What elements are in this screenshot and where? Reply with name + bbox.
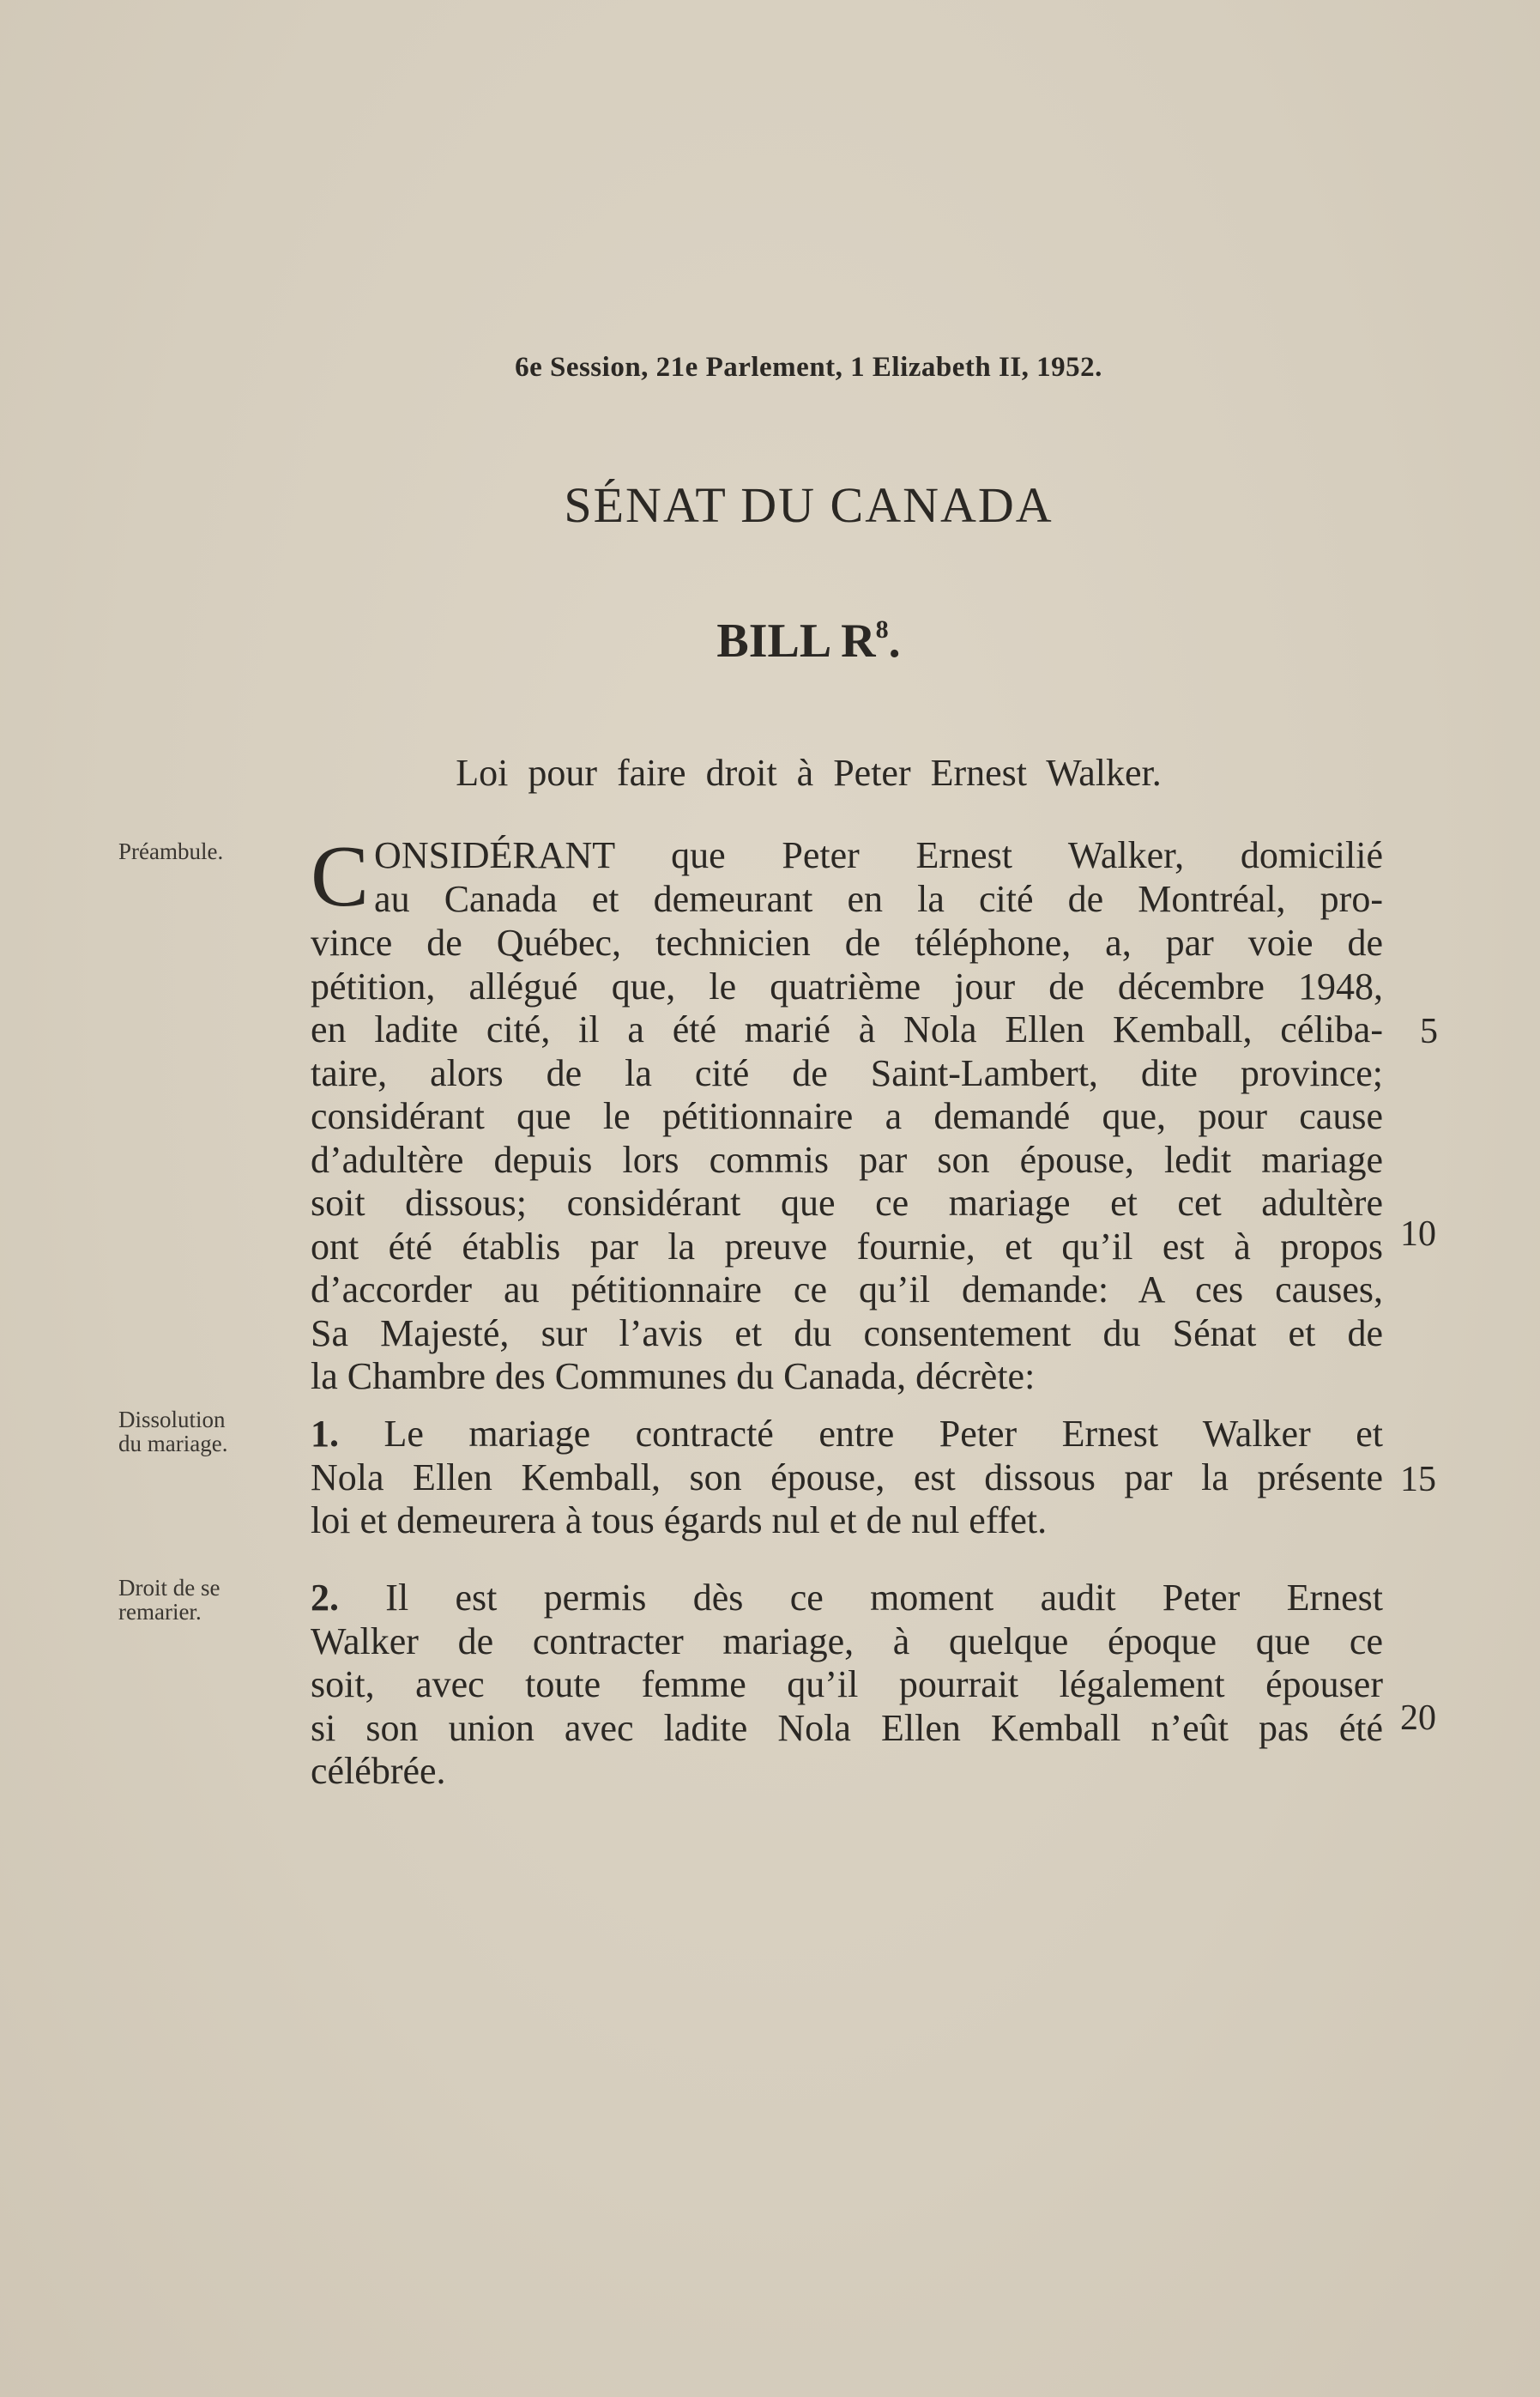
preamble-line: pétition, allégué que, le quatrième jour de décembre 1948, xyxy=(311,965,1383,1008)
preamble-line: en ladite cité, il a été marié à Nola Ellen Kemball, céliba- xyxy=(311,1008,1383,1050)
bill-superscript: 8 xyxy=(875,615,889,644)
margin-note-remarry-line2: remarier. xyxy=(118,1599,202,1625)
preamble-line: taire, alors de la cité de Saint-Lambert, dite province; xyxy=(311,1051,1383,1094)
preamble-paragraph xyxy=(311,828,1383,1399)
preamble-line: Sa Majesté, sur l’avis et du consentement du Sénat et de xyxy=(311,1311,1383,1354)
line-number: 15 xyxy=(1400,1460,1436,1499)
preamble-line: soit dissous; considérant que ce mariage et cet adultère xyxy=(311,1182,1383,1224)
chamber-title: SÉNAT DU CANADA xyxy=(564,477,1054,533)
section-2-number: 2. xyxy=(311,1577,339,1619)
section-1-line: loi et demeurera à tous égards nul et de nul effet. xyxy=(311,1499,1048,1541)
section-1-number: 1. xyxy=(311,1413,339,1455)
preamble-line: d’accorder au pétitionnaire ce qu’il demande: A ces causes, xyxy=(311,1268,1383,1310)
section-1 xyxy=(311,1413,1383,1543)
line-number: 5 xyxy=(1420,1012,1438,1051)
preamble-line: la Chambre des Communes du Canada, décrète: xyxy=(311,1355,1036,1397)
margin-note-dissolution xyxy=(118,1407,281,1456)
preamble-dropcap: C xyxy=(311,828,370,925)
section-1-line-text: Le mariage contracté entre Peter Ernest Walker et xyxy=(339,1413,1383,1455)
bill-number xyxy=(0,614,1540,669)
section-2 xyxy=(311,1577,1383,1794)
margin-note-remarry-line1: Droit de se xyxy=(118,1575,220,1601)
line-number: 10 xyxy=(1400,1214,1436,1254)
margin-note-dissolution-line1: Dissolution xyxy=(118,1407,226,1432)
section-2-line xyxy=(311,1577,1383,1620)
section-1-line: Nola Ellen Kemball, son épouse, est dissous par la présente xyxy=(311,1456,1383,1498)
preamble-line: au Canada et demeurant en la cité de Montréal, pro- xyxy=(374,877,1383,920)
line-number: 20 xyxy=(1400,1698,1436,1738)
section-2-line: soit, avec toute femme qu’il pourrait légalement épouser xyxy=(311,1663,1383,1705)
margin-note-preamble: Préambule. xyxy=(118,838,224,864)
preamble-line: ONSIDÉRANT que Peter Ernest Walker, domicilié xyxy=(374,834,1383,876)
preamble-line: vince de Québec, technicien de téléphone, a, par voie de xyxy=(311,922,1383,964)
section-2-line-text: Il est permis dès ce moment audit Peter Ernest xyxy=(339,1577,1383,1619)
section-2-line: si son union avec ladite Nola Ellen Kemball n’eût pas été xyxy=(311,1706,1383,1749)
section-2-line: célébrée. xyxy=(311,1750,446,1792)
session-heading: 6e Session, 21e Parlement, 1 Elizabeth II, 1952. xyxy=(515,352,1102,383)
bill-period: . xyxy=(888,614,901,668)
margin-note-dissolution-line2: du mariage. xyxy=(118,1431,228,1456)
margin-note-remarry xyxy=(118,1576,281,1624)
bill-subtitle: Loi pour faire droit à Peter Ernest Walker. xyxy=(456,752,1162,794)
section-1-line xyxy=(311,1413,1383,1456)
preamble-line: considérant que le pétitionnaire a demandé que, pour cause xyxy=(311,1095,1383,1137)
section-2-line: Walker de contracter mariage, à quelque époque que ce xyxy=(311,1619,1383,1662)
preamble-line: ont été établis par la preuve fournie, et qu’il est à propos xyxy=(311,1225,1383,1268)
bill-label: BILL R xyxy=(716,614,876,668)
preamble-line: d’adultère depuis lors commis par son épouse, ledit mariage xyxy=(311,1138,1383,1181)
